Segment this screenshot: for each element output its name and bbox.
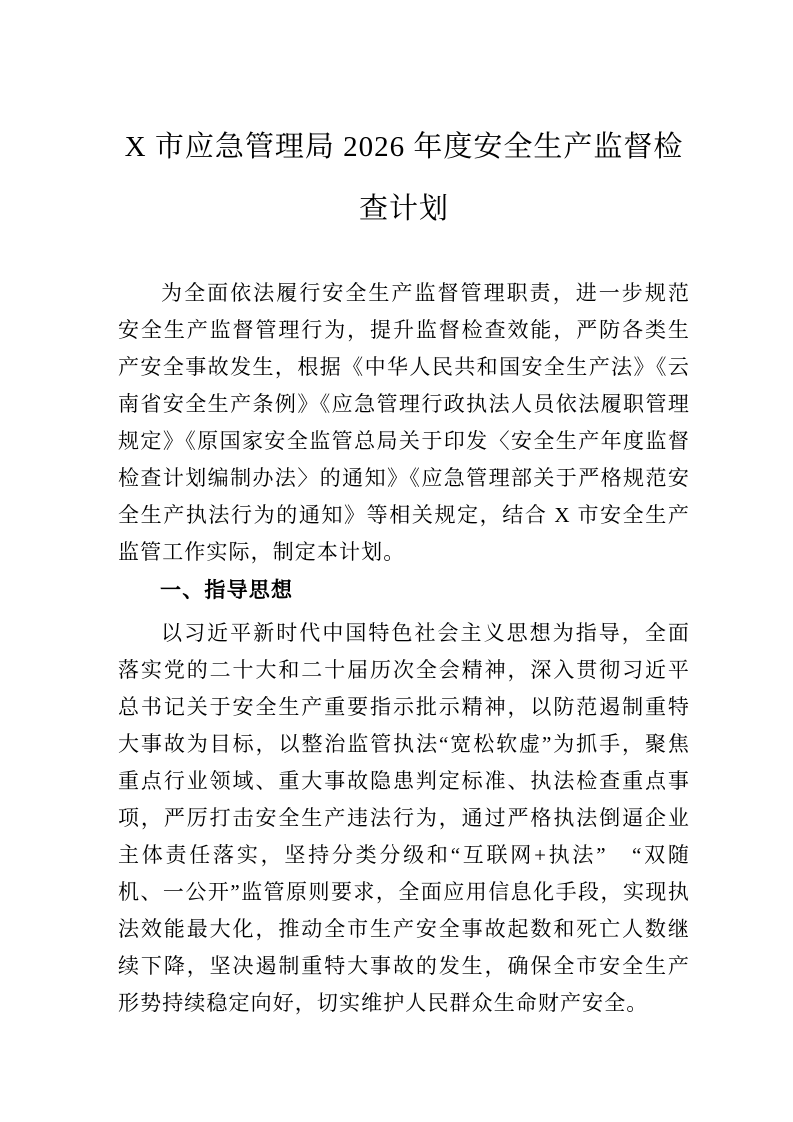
document-title-line2: 查计划 [358, 193, 449, 225]
section-heading-guiding-ideology: 一、指导思想 [160, 579, 294, 602]
document-title-line1: X 市应急管理局 2026 年度安全生产监督检 [124, 131, 684, 163]
document-title [118, 116, 690, 240]
intro-paragraph: 为全面依法履行安全生产监督管理职责，进一步规范安全生产监督管理行为，提升监督检查效能，严防各类生产安全事故发生，根据《中华人民共和国安全生产法》《云南省安全生产条例》《应急管理行政执法人员依法履职管理规定》《原国家安全监管总局关于印发〈安全生产年度监督检查计划编制办法〉的通知》《应急管理部关于严格规范安全生产执法行为的通知》等相关规定，结合 X 市安全生产监管工作实际，制定本计划。 [118, 281, 690, 564]
section-1-paragraph: 以习近平新时代中国特色社会主义思想为指导，全面落实党的二十大和二十届历次全会精神，深入贯彻习近平总书记关于安全生产重要指示批示精神，以防范遏制重特大事故为目标，以整治监管执法“宽松软虚”为抓手，聚焦重点行业领域、重大事故隐患判定标准、执法检查重点事项，严厉打击安全生产违法行为，通过严格执法倒逼企业主体责任落实，坚持分类分级和“互联网+执法” “双随机、一公开”监管原则要求，全面应用信息化手段，实现执法效能最大化，推动全市生产安全事故起数和死亡人数继续下降，坚决遏制重特大事故的发生，确保全市安全生产形势持续稳定向好，切实维护人民群众生命财产安全。 [118, 621, 690, 1015]
